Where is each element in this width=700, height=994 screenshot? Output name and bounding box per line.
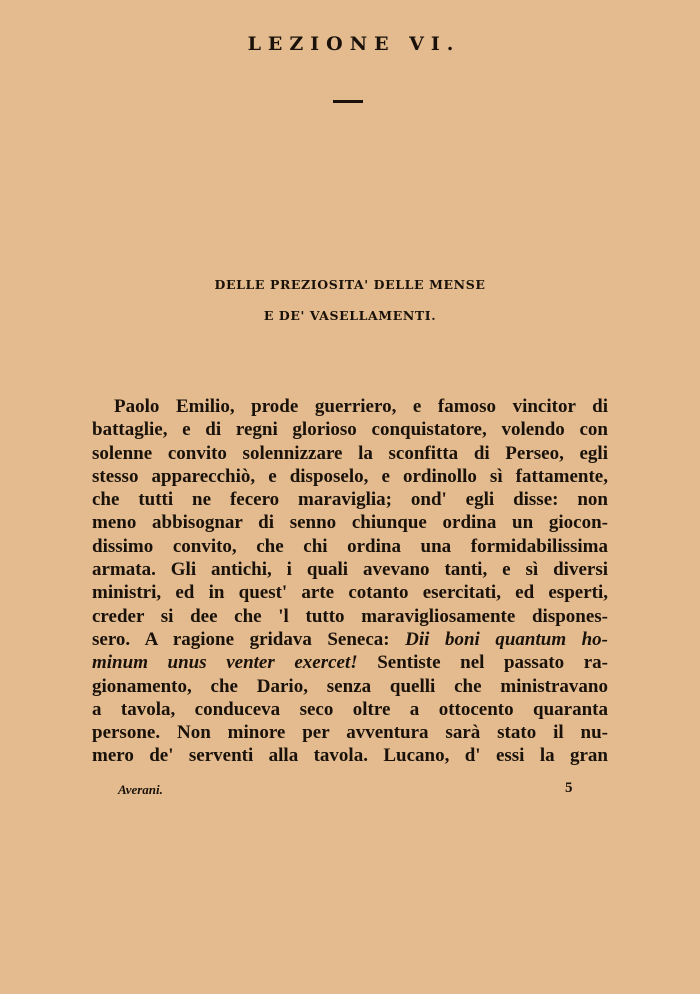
body-line: meno abbisognar di senno chiunque ordina un giocon- [92,512,608,534]
latin-quote: Dii boni quantum ho- [405,628,609,650]
body-line: a tavola, conduceva seco oltre a ottocento quaranta [92,698,608,720]
body-line-mixed [92,628,608,651]
body-line: solenne convito solennizzare la sconfitta di Perseo, egli [92,442,608,464]
body-line: creder si dee che 'l tutto maravigliosamente dispones- [92,605,608,627]
body-line: ministri, ed in quest' arte cotanto esercitati, ed esperti, [92,582,608,604]
body-line-segment: Sentiste nel passato ra- [377,652,608,674]
body-line: dissimo convito, che chi ordina una formidabilissima [92,535,608,557]
body-line-segment: sero. A ragione gridava Seneca: [92,628,390,650]
body-line: mero de' serventi alla tavola. Lucano, d' essi la gran [92,745,608,767]
body-line: stesso apparecchiò, e disposelo, e ordinollo sì fattamente, [92,465,608,487]
body-line: armata. Gli antichi, i quali avevano tanti, e sì diversi [92,559,608,581]
body-line: persone. Non minore per avventura sarà stato il nu- [92,722,608,744]
footer-signature-number: 5 [565,780,573,796]
body-line: gionamento, che Dario, senza quelli che ministravano [92,675,608,697]
footer-signature: Averani. [118,782,163,797]
body-line: che tutti ne fecero maraviglia; ond' egli disse: non [92,489,608,511]
lesson-title: LEZIONE VI. [247,33,461,55]
body-line: Paolo Emilio, prode guerriero, e famoso vincitor di [114,396,608,417]
title-rule [333,100,363,103]
body-paragraph [92,395,608,768]
body-line: battaglie, e di regni glorioso conquistatore, volendo con [92,419,608,441]
chapter-subheading-line-2: E DE' VASELLAMENTI. [263,308,437,323]
latin-quote: minum unus venter exercet! [92,652,358,674]
chapter-subheading-line-1: DELLE PREZIOSITA' DELLE MENSE [214,277,486,292]
body-line-mixed [92,651,608,674]
